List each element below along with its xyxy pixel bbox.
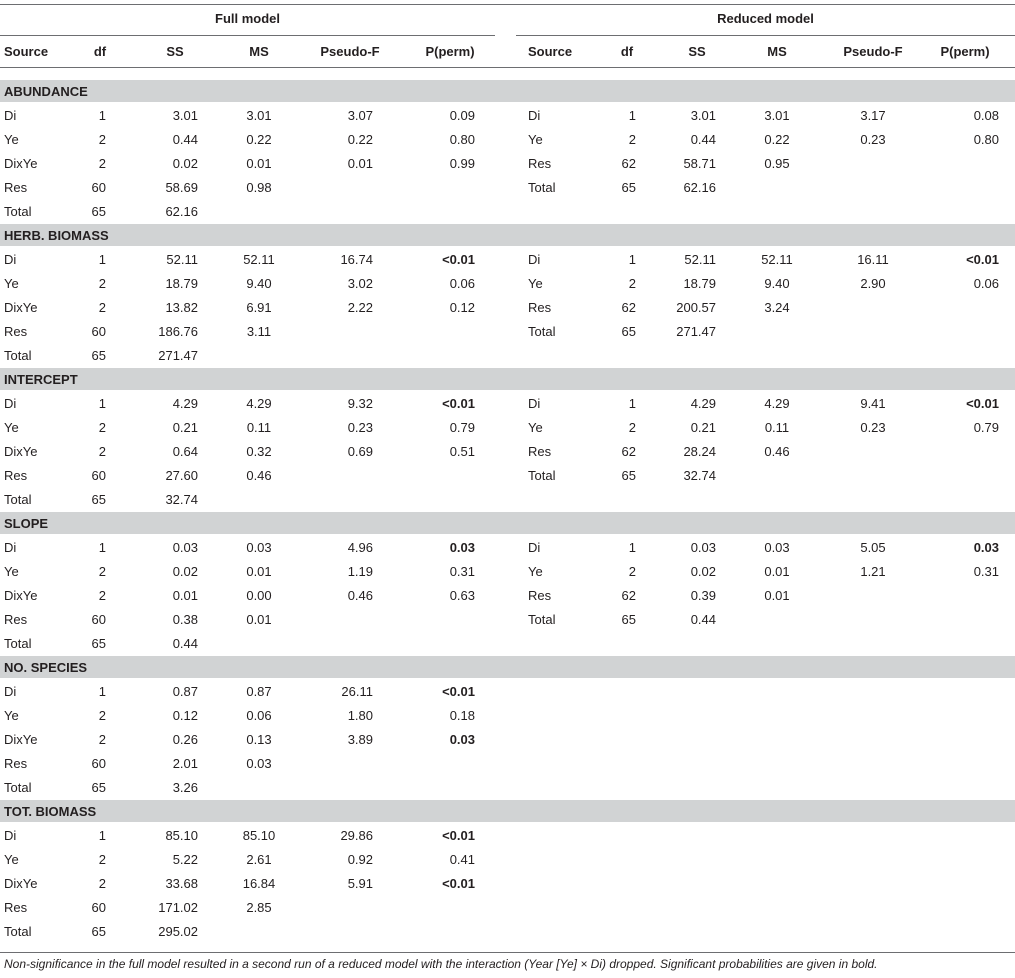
reduced-cell-ms: 3.01	[764, 108, 790, 123]
full-cell-src: Di	[4, 828, 17, 843]
full-cell-pp: <0.01	[442, 876, 475, 891]
full-cell-src: DixYe	[4, 588, 38, 603]
section-title: NO. SPECIES	[4, 660, 88, 675]
reduced-cell-pp: 0.03	[973, 540, 999, 555]
full-cell-ms: 9.40	[246, 276, 272, 291]
header-df: df	[93, 44, 107, 59]
reduced-cell-pp: <0.01	[966, 252, 999, 267]
section-title: HERB. BIOMASS	[4, 228, 109, 243]
full-cell-ss: 27.60	[165, 468, 198, 483]
full-cell-df: 2	[98, 708, 106, 723]
full-cell-pp: 0.18	[449, 708, 475, 723]
section-title: ABUNDANCE	[4, 84, 88, 99]
full-cell-ss: 32.74	[165, 492, 198, 507]
full-cell-ss: 186.76	[158, 324, 198, 339]
table-row	[0, 560, 1015, 584]
reduced-cell-src: Ye	[528, 420, 543, 435]
full-cell-df: 60	[91, 180, 106, 195]
full-cell-pp: 0.06	[449, 276, 475, 291]
full-cell-ms: 52.11	[243, 252, 275, 267]
table-row	[0, 344, 1015, 368]
header-ms: MS	[249, 44, 269, 59]
reduced-cell-pp: 0.08	[973, 108, 999, 123]
reduced-cell-ss: 0.44	[690, 612, 716, 627]
full-cell-pf: 29.86	[340, 828, 373, 843]
table-row	[0, 680, 1015, 704]
full-cell-ms: 0.22	[246, 132, 272, 147]
full-cell-pp: 0.31	[449, 564, 475, 579]
full-cell-ss: 0.02	[172, 564, 198, 579]
reduced-cell-src: Ye	[528, 132, 543, 147]
full-cell-src: Res	[4, 468, 28, 483]
reduced-cell-ss: 3.01	[690, 108, 716, 123]
full-cell-pp: 0.63	[449, 588, 475, 603]
full-cell-pp: <0.01	[442, 828, 475, 843]
reduced-cell-pf: 0.23	[860, 132, 886, 147]
full-cell-ss: 0.12	[172, 708, 198, 723]
reduced-cell-df: 62	[621, 444, 636, 459]
reduced-model-title: Reduced model	[717, 11, 814, 26]
reduced-cell-df: 1	[628, 108, 636, 123]
full-cell-pp: <0.01	[442, 252, 475, 267]
reduced-cell-df: 2	[628, 564, 636, 579]
table-row	[0, 584, 1015, 608]
table-row	[0, 176, 1015, 200]
reduced-cell-pp: 0.06	[973, 276, 999, 291]
full-cell-ss: 5.22	[172, 852, 198, 867]
full-cell-src: Res	[4, 900, 28, 915]
reduced-cell-ms: 4.29	[764, 396, 790, 411]
reduced-cell-src: Di	[528, 396, 541, 411]
full-cell-df: 65	[91, 924, 106, 939]
full-cell-pp: 0.09	[449, 108, 475, 123]
table-row	[0, 632, 1015, 656]
reduced-cell-ss: 0.39	[690, 588, 716, 603]
reduced-cell-ss: 0.03	[690, 540, 716, 555]
reduced-cell-src: Res	[528, 444, 552, 459]
reduced-cell-ms: 0.03	[764, 540, 790, 555]
full-cell-src: Total	[4, 924, 32, 939]
full-cell-src: Total	[4, 348, 32, 363]
reduced-cell-ms: 0.22	[764, 132, 790, 147]
full-cell-pp: 0.03	[449, 732, 475, 747]
section-header	[0, 512, 1015, 534]
reduced-cell-ss: 200.57	[676, 300, 716, 315]
header-ss-reduced: SS	[688, 44, 706, 59]
table-row	[0, 536, 1015, 560]
reduced-cell-ms: 3.24	[764, 300, 790, 315]
full-cell-df: 2	[98, 276, 106, 291]
table-row	[0, 704, 1015, 728]
full-cell-df: 1	[98, 252, 106, 267]
reduced-cell-ss: 18.79	[683, 276, 716, 291]
full-cell-df: 2	[98, 156, 106, 171]
full-cell-ms: 85.10	[242, 828, 276, 843]
header-p-perm-reduced: P(perm)	[940, 44, 990, 59]
full-cell-ss: 33.68	[165, 876, 198, 891]
full-cell-src: Total	[4, 204, 32, 219]
full-cell-src: DixYe	[4, 444, 38, 459]
table-row	[0, 824, 1015, 848]
full-cell-ss: 0.21	[172, 420, 198, 435]
full-cell-ss: 0.01	[172, 588, 198, 603]
header-ss: SS	[166, 44, 184, 59]
full-cell-pp: 0.51	[449, 444, 475, 459]
reduced-cell-df: 2	[628, 132, 636, 147]
full-cell-src: Total	[4, 636, 32, 651]
full-cell-pf: 5.91	[347, 876, 373, 891]
reduced-cell-ms: 52.11	[761, 252, 793, 267]
table-row	[0, 104, 1015, 128]
full-cell-src: Ye	[4, 420, 19, 435]
reduced-cell-src: Res	[528, 300, 552, 315]
full-cell-ss: 0.44	[172, 636, 198, 651]
table-row	[0, 608, 1015, 632]
full-cell-src: Ye	[4, 564, 19, 579]
full-cell-src: Di	[4, 540, 17, 555]
section-title: SLOPE	[4, 516, 49, 531]
full-cell-df: 60	[91, 468, 106, 483]
full-cell-ms: 2.85	[246, 900, 272, 915]
header-p-perm: P(perm)	[425, 44, 475, 59]
reduced-cell-pf: 0.23	[860, 420, 886, 435]
full-cell-ms: 0.46	[246, 468, 272, 483]
full-cell-ms: 2.61	[246, 852, 272, 867]
full-cell-ss: 0.44	[172, 132, 198, 147]
reduced-cell-pp: 0.31	[973, 564, 999, 579]
full-cell-ms: 0.03	[246, 540, 272, 555]
reduced-cell-ss: 62.16	[683, 180, 716, 195]
table-row	[0, 248, 1015, 272]
full-cell-pf: 0.23	[347, 420, 373, 435]
table-row	[0, 440, 1015, 464]
full-cell-pf: 16.74	[340, 252, 373, 267]
full-cell-df: 1	[98, 108, 106, 123]
reduced-cell-df: 65	[621, 324, 636, 339]
full-cell-src: Ye	[4, 132, 19, 147]
table-row	[0, 152, 1015, 176]
full-cell-pp: 0.12	[449, 300, 475, 315]
full-cell-df: 65	[91, 780, 106, 795]
reduced-cell-ss: 28.24	[683, 444, 716, 459]
full-cell-src: Res	[4, 180, 28, 195]
reduced-cell-df: 1	[628, 540, 636, 555]
table-row	[0, 392, 1015, 416]
full-cell-src: Di	[4, 252, 17, 267]
full-cell-df: 1	[98, 396, 106, 411]
table-row	[0, 896, 1015, 920]
full-cell-pf: 0.69	[347, 444, 373, 459]
full-cell-df: 2	[98, 132, 106, 147]
section-title: INTERCEPT	[4, 372, 78, 387]
header-ms-reduced: MS	[767, 44, 787, 59]
section-header	[0, 224, 1015, 246]
reduced-model-rule	[516, 35, 1015, 36]
full-cell-ms: 6.91	[246, 300, 272, 315]
full-cell-df: 2	[98, 300, 106, 315]
reduced-cell-pf: 3.17	[860, 108, 886, 123]
reduced-cell-ms: 0.11	[764, 420, 790, 435]
reduced-cell-df: 65	[621, 612, 636, 627]
full-cell-pp: <0.01	[442, 684, 475, 699]
reduced-cell-pp: 0.80	[973, 132, 999, 147]
full-cell-df: 2	[98, 732, 106, 747]
reduced-cell-df: 62	[621, 588, 636, 603]
full-cell-ms: 0.00	[246, 588, 272, 603]
full-cell-ss: 0.64	[172, 444, 198, 459]
table-row	[0, 296, 1015, 320]
full-cell-pp: 0.80	[449, 132, 475, 147]
reduced-cell-df: 62	[621, 300, 636, 315]
reduced-cell-src: Di	[528, 108, 541, 123]
full-cell-src: Res	[4, 756, 28, 771]
reduced-cell-ss: 32.74	[683, 468, 716, 483]
reduced-cell-src: Total	[528, 324, 556, 339]
table-footnote: Non-significance in the full model resulted in a second run of a reduced model with the interaction (Year [Ye] × Di) dropped. Significant probabilities are given in bold.	[4, 957, 878, 971]
full-cell-pp: 0.41	[449, 852, 475, 867]
full-cell-ss: 3.01	[172, 108, 198, 123]
full-cell-pf: 1.19	[347, 564, 373, 579]
reduced-cell-src: Res	[528, 156, 552, 171]
full-model-title: Full model	[215, 11, 280, 26]
table-row	[0, 488, 1015, 512]
full-cell-ss: 13.82	[165, 300, 198, 315]
full-cell-ss: 0.02	[172, 156, 198, 171]
reduced-cell-ss: 4.29	[690, 396, 716, 411]
reduced-cell-pf: 9.41	[860, 396, 886, 411]
reduced-cell-ss: 0.02	[690, 564, 716, 579]
full-cell-ss: 4.29	[172, 396, 198, 411]
full-cell-src: DixYe	[4, 300, 38, 315]
full-cell-df: 60	[91, 756, 106, 771]
table-row	[0, 272, 1015, 296]
full-cell-pp: <0.01	[442, 396, 475, 411]
full-cell-ms: 3.11	[246, 324, 272, 339]
full-cell-pf: 0.46	[347, 588, 373, 603]
full-cell-df: 2	[98, 444, 106, 459]
reduced-cell-src: Total	[528, 612, 556, 627]
full-cell-src: Total	[4, 780, 32, 795]
full-cell-pf: 0.01	[347, 156, 373, 171]
header-pseudo-f: Pseudo-F	[320, 44, 380, 59]
table-row	[0, 776, 1015, 800]
full-cell-df: 60	[91, 612, 106, 627]
section-header	[0, 656, 1015, 678]
header-pseudo-f-reduced: Pseudo-F	[843, 44, 903, 59]
header-rule	[0, 67, 1015, 68]
full-cell-pf: 3.89	[347, 732, 373, 747]
full-cell-ss: 52.11	[166, 252, 198, 267]
full-cell-pf: 3.02	[347, 276, 373, 291]
full-cell-pp: 0.03	[449, 540, 475, 555]
full-cell-src: Ye	[4, 276, 19, 291]
full-cell-src: Di	[4, 396, 17, 411]
reduced-cell-ss: 271.47	[676, 324, 716, 339]
full-cell-pf: 0.22	[347, 132, 373, 147]
full-cell-ms: 0.87	[246, 684, 272, 699]
full-cell-pf: 9.32	[347, 396, 373, 411]
reduced-cell-ms: 0.01	[764, 588, 790, 603]
full-cell-ss: 85.10	[165, 828, 198, 843]
reduced-cell-ss: 52.11	[684, 252, 716, 267]
full-cell-ss: 58.69	[165, 180, 198, 195]
reduced-cell-src: Ye	[528, 276, 543, 291]
full-cell-pf: 4.96	[347, 540, 373, 555]
reduced-cell-df: 62	[621, 156, 636, 171]
full-cell-df: 1	[98, 684, 106, 699]
full-cell-ss: 271.47	[158, 348, 198, 363]
table-row	[0, 416, 1015, 440]
table-bottom-rule	[0, 952, 1015, 953]
full-cell-ss: 3.26	[172, 780, 198, 795]
reduced-cell-ss: 0.21	[690, 420, 716, 435]
table-top-rule	[0, 4, 1015, 5]
full-cell-src: DixYe	[4, 876, 38, 891]
full-cell-ms: 3.01	[246, 108, 272, 123]
full-cell-pf: 26.11	[341, 684, 373, 699]
full-cell-ms: 0.06	[246, 708, 272, 723]
full-cell-df: 2	[98, 852, 106, 867]
full-cell-ms: 0.01	[246, 156, 272, 171]
section-header	[0, 368, 1015, 390]
full-cell-df: 60	[91, 900, 106, 915]
full-cell-df: 1	[98, 540, 106, 555]
full-cell-ms: 0.01	[246, 564, 272, 579]
header-df-reduced: df	[620, 44, 634, 59]
reduced-cell-df: 2	[628, 420, 636, 435]
full-cell-src: Res	[4, 324, 28, 339]
reduced-cell-src: Total	[528, 468, 556, 483]
reduced-cell-ms: 0.46	[764, 444, 790, 459]
full-cell-src: Di	[4, 684, 17, 699]
reduced-cell-pf: 2.90	[860, 276, 886, 291]
full-cell-ss: 0.87	[172, 684, 198, 699]
reduced-cell-src: Di	[528, 540, 541, 555]
full-cell-pp: 0.99	[449, 156, 475, 171]
reduced-cell-pf: 16.11	[857, 252, 889, 267]
full-cell-df: 2	[98, 588, 106, 603]
reduced-cell-ss: 58.71	[683, 156, 716, 171]
full-cell-ms: 0.32	[246, 444, 272, 459]
table-row	[0, 128, 1015, 152]
header-source: Source	[4, 44, 49, 59]
full-cell-df: 1	[98, 828, 106, 843]
table-row	[0, 464, 1015, 488]
section-title: TOT. BIOMASS	[4, 804, 97, 819]
full-cell-ms: 0.13	[246, 732, 272, 747]
full-cell-pf: 2.22	[347, 300, 373, 315]
reduced-cell-src: Ye	[528, 564, 543, 579]
reduced-cell-src: Res	[528, 588, 552, 603]
reduced-cell-df: 65	[621, 180, 636, 195]
full-cell-ss: 0.38	[172, 612, 198, 627]
full-cell-pf: 0.92	[347, 852, 373, 867]
table-row	[0, 752, 1015, 776]
full-cell-ms: 0.11	[246, 420, 272, 435]
full-cell-pp: 0.79	[449, 420, 475, 435]
full-cell-ss: 18.79	[165, 276, 198, 291]
full-cell-ss: 0.03	[172, 540, 198, 555]
section-header	[0, 80, 1015, 102]
table-row	[0, 848, 1015, 872]
full-cell-src: DixYe	[4, 156, 38, 171]
full-cell-src: Di	[4, 108, 17, 123]
reduced-cell-ms: 0.01	[764, 564, 790, 579]
table-row	[0, 920, 1015, 944]
full-cell-df: 65	[91, 492, 106, 507]
full-cell-df: 65	[91, 636, 106, 651]
table-row	[0, 320, 1015, 344]
reduced-cell-df: 2	[628, 276, 636, 291]
reduced-cell-pp: <0.01	[966, 396, 999, 411]
full-cell-df: 2	[98, 420, 106, 435]
reduced-cell-ss: 0.44	[690, 132, 716, 147]
full-cell-df: 60	[91, 324, 106, 339]
table-row	[0, 200, 1015, 224]
full-cell-df: 2	[98, 876, 106, 891]
full-cell-ss: 62.16	[165, 204, 198, 219]
reduced-cell-df: 1	[628, 396, 636, 411]
reduced-cell-df: 65	[621, 468, 636, 483]
header-source-reduced: Source	[528, 44, 573, 59]
full-cell-pf: 1.80	[347, 708, 373, 723]
full-cell-ms: 0.98	[246, 180, 272, 195]
full-cell-ss: 171.02	[158, 900, 198, 915]
full-model-rule	[0, 35, 495, 36]
reduced-cell-df: 1	[628, 252, 636, 267]
full-cell-ms: 4.29	[246, 396, 272, 411]
full-cell-ss: 2.01	[172, 756, 198, 771]
reduced-cell-ms: 0.95	[764, 156, 790, 171]
reduced-cell-pp: 0.79	[973, 420, 999, 435]
reduced-cell-pf: 1.21	[860, 564, 886, 579]
full-cell-ms: 0.01	[246, 612, 272, 627]
full-cell-src: Ye	[4, 708, 19, 723]
full-cell-src: Res	[4, 612, 28, 627]
full-cell-pf: 3.07	[347, 108, 373, 123]
full-cell-ms: 16.84	[242, 876, 276, 891]
reduced-cell-pf: 5.05	[860, 540, 886, 555]
full-cell-src: Ye	[4, 852, 19, 867]
full-cell-src: DixYe	[4, 732, 38, 747]
reduced-cell-src: Total	[528, 180, 556, 195]
full-cell-df: 65	[91, 204, 106, 219]
reduced-cell-src: Di	[528, 252, 541, 267]
full-cell-src: Total	[4, 492, 32, 507]
full-cell-ss: 295.02	[158, 924, 198, 939]
full-cell-ms: 0.03	[246, 756, 272, 771]
full-cell-df: 65	[91, 348, 106, 363]
table-row	[0, 872, 1015, 896]
full-cell-df: 2	[98, 564, 106, 579]
full-cell-ss: 0.26	[172, 732, 198, 747]
reduced-cell-ms: 9.40	[764, 276, 790, 291]
table-row	[0, 728, 1015, 752]
section-header	[0, 800, 1015, 822]
